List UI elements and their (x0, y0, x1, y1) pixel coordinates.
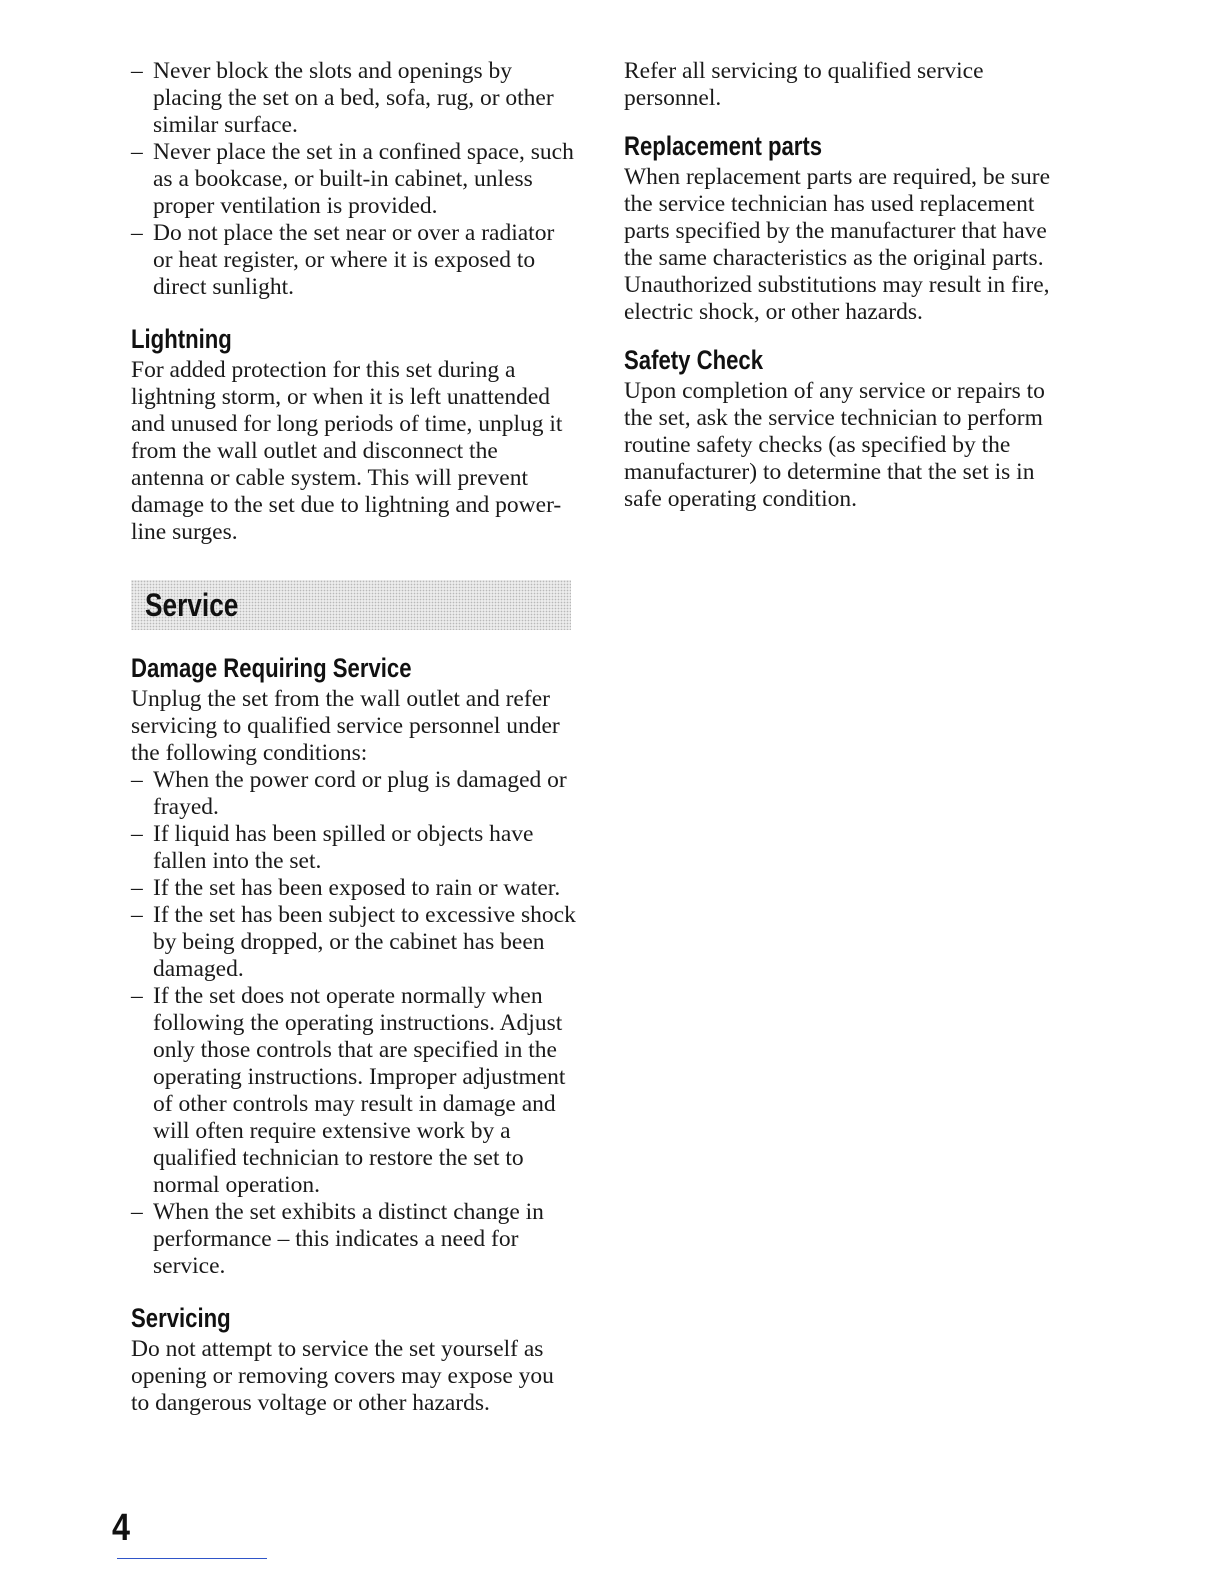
list-item: – When the power cord or plug is damaged or frayed. (131, 767, 576, 821)
servicing-continued: Refer all servicing to qualified service personnel. (624, 58, 984, 111)
replacement-parts-body: When replacement parts are required, be sure the service technician has used replacement parts specified by the manufacturer that have the same characteristics as the original parts. Unauthorized substitutions may result in fire, electric shock, or other hazards. (624, 164, 1051, 325)
list-item: – If liquid has been spilled or objects have fallen into the set. (131, 821, 576, 875)
servicing-heading: Servicing (131, 1303, 231, 1333)
replacement-parts-heading: Replacement parts (624, 131, 823, 161)
servicing-body: Do not attempt to service the set yourself as opening or removing covers may expose you to dangerous voltage or other hazards. (131, 1336, 554, 1416)
list-item: – When the set exhibits a distinct change in performance – this indicates a need for service. (131, 1199, 576, 1280)
damage-intro: Unplug the set from the wall outlet and refer servicing to qualified service personnel under the following conditions: (131, 686, 560, 766)
list-item: – Never block the slots and openings by placing the set on a bed, sofa, rug, or other similar surface. (131, 58, 576, 139)
page-number-rule (117, 1558, 267, 1559)
damage-requiring-service-heading: Damage Requiring Service (131, 653, 412, 683)
lightning-heading: Lightning (131, 324, 232, 354)
list-item: – Do not place the set near or over a radiator or heat register, or where it is exposed to direct sunlight. (131, 220, 576, 301)
page-number: 4 (112, 1507, 130, 1549)
list-item: – If the set does not operate normally when following the operating instructions. Adjust only those controls that are specified in the operating instructions. Improper adjustment of other controls may result in damage and will often require extensive work by a qualified technician to restore the set to normal operation. (131, 983, 576, 1199)
safety-check-body: Upon completion of any service or repairs to the set, ask the service technician to perform routine safety checks (as specified by the manufacturer) to determine that the set is in safe operating condition. (624, 378, 1045, 512)
left-column (131, 58, 576, 1417)
service-section-band (131, 580, 571, 630)
list-item: – Never place the set in a confined space, such as a bookcase, or built-in cabinet, unless proper ventilation is provided. (131, 139, 576, 220)
damage-bullet-list (131, 767, 576, 1280)
lightning-body: For added protection for this set during a lightning storm, or when it is left unattended and unused for long periods of time, unplug it from the wall outlet and disconnect the antenna or cable system. This will prevent damage to the set due to lightning and power-line surges. (131, 357, 563, 545)
safety-check-heading: Safety Check (624, 345, 764, 375)
list-item: – If the set has been subject to excessive shock by being dropped, or the cabinet has been damaged. (131, 902, 576, 983)
list-item: – If the set has been exposed to rain or water. (131, 875, 576, 902)
intro-bullet-list (131, 58, 576, 301)
service-section-title: Service (145, 587, 239, 623)
right-column (624, 58, 1064, 513)
